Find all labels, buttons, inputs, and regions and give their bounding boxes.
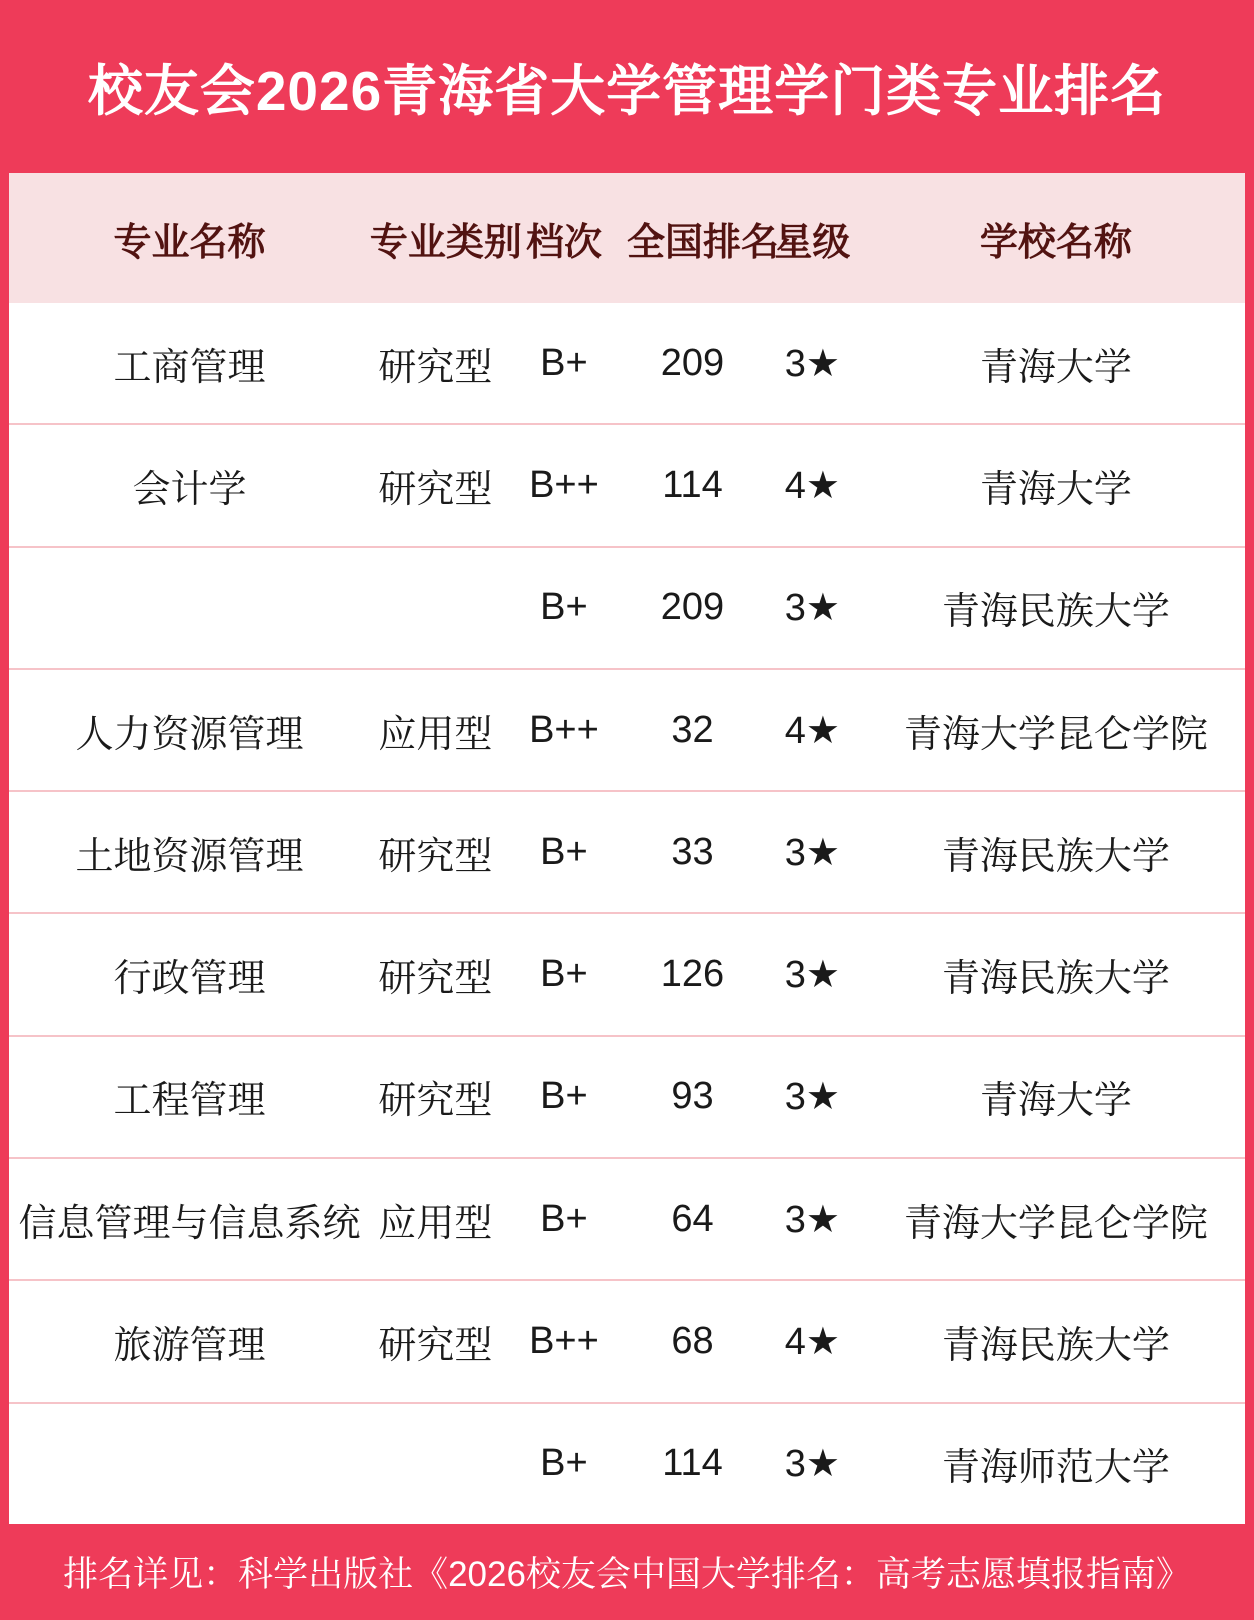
cell-major: 行政管理: [113, 958, 266, 1001]
table-row: [9, 1157, 1245, 1279]
cell-grade: B+: [540, 586, 588, 629]
cell-national-rank: 68: [671, 1320, 714, 1363]
cell-school: 青海大学: [979, 1080, 1132, 1123]
table-row: [9, 668, 1245, 790]
cell-grade: B+: [540, 1075, 588, 1118]
cell-star-level: 3★: [784, 831, 840, 874]
table-row: [9, 546, 1245, 668]
cell-national-rank: 209: [660, 341, 725, 384]
table-row: [9, 1035, 1245, 1157]
cell-national-rank: 33: [671, 830, 714, 873]
table-row: [9, 790, 1245, 912]
cell-star-level: 3★: [784, 1076, 840, 1119]
cell-national-rank: 93: [671, 1075, 714, 1118]
cell-grade: B+: [540, 830, 588, 873]
cell-grade: B+: [540, 1197, 588, 1240]
cell-school: 青海民族大学: [941, 1325, 1170, 1368]
cell-category: 应用型: [378, 1202, 493, 1245]
table-header-row: [9, 173, 1245, 303]
table-row: [9, 912, 1245, 1034]
cell-school: 青海民族大学: [941, 835, 1170, 878]
cell-category: 研究型: [378, 346, 493, 389]
cell-grade: B+: [540, 953, 588, 996]
cell-category: 研究型: [378, 1325, 493, 1368]
cell-star-level: 3★: [784, 954, 840, 997]
cell-major: 土地资源管理: [75, 835, 304, 878]
cell-school: 青海师范大学: [941, 1447, 1170, 1490]
footer-banner: [0, 1524, 1254, 1620]
cell-school: 青海民族大学: [941, 958, 1170, 1001]
table-row: [9, 1279, 1245, 1401]
table-row: [9, 303, 1245, 423]
cell-star-level: 3★: [784, 1198, 840, 1241]
page-title: 校友会2026青海省大学管理学门类专业排名: [87, 60, 1167, 122]
cell-category: 应用型: [378, 713, 493, 756]
title-banner: [0, 0, 1254, 173]
cell-national-rank: 114: [662, 463, 723, 506]
table-body: [9, 303, 1245, 1524]
cell-school: 青海大学: [979, 468, 1132, 511]
cell-major: 工商管理: [113, 346, 266, 389]
cell-school: 青海大学: [979, 346, 1132, 389]
cell-star-level: 4★: [784, 464, 840, 507]
cell-major: 旅游管理: [113, 1325, 266, 1368]
cell-national-rank: 64: [671, 1197, 714, 1240]
footer-note: 排名详见：科学出版社《2026校友会中国大学排名：高考志愿填报指南》: [63, 1555, 1191, 1594]
cell-grade: B+: [540, 1442, 588, 1485]
cell-category: 研究型: [378, 835, 493, 878]
column-header-star-level: 星级: [774, 221, 851, 264]
cell-school: 青海大学昆仑学院: [903, 713, 1208, 756]
cell-category: 研究型: [378, 1080, 493, 1123]
column-header-major: 专业名称: [113, 221, 266, 264]
cell-grade: B++: [529, 708, 599, 751]
cell-national-rank: 209: [660, 586, 725, 629]
cell-star-level: 3★: [784, 342, 840, 385]
cell-grade: B++: [529, 1320, 599, 1363]
cell-star-level: 3★: [784, 587, 840, 630]
cell-school: 青海大学昆仑学院: [903, 1202, 1208, 1245]
cell-national-rank: 32: [671, 708, 714, 751]
cell-category: 研究型: [378, 958, 493, 1001]
cell-star-level: 3★: [784, 1443, 840, 1486]
cell-grade: B+: [540, 341, 588, 384]
table-row: [9, 1402, 1245, 1524]
cell-school: 青海民族大学: [941, 591, 1170, 634]
ranking-table: [9, 173, 1245, 1524]
cell-major: 人力资源管理: [75, 713, 304, 756]
cell-national-rank: 126: [660, 953, 725, 996]
cell-grade: B++: [529, 463, 599, 506]
column-header-school: 学校名称: [979, 221, 1132, 264]
cell-star-level: 4★: [784, 709, 840, 752]
cell-star-level: 4★: [784, 1321, 840, 1364]
cell-major: 工程管理: [113, 1080, 266, 1123]
table-row: [9, 423, 1245, 545]
column-header-category: 专业类别: [369, 221, 522, 264]
cell-major: 信息管理与信息系统: [18, 1202, 361, 1245]
column-header-grade: 档次: [525, 221, 602, 264]
cell-national-rank: 114: [662, 1442, 723, 1485]
cell-major: 会计学: [132, 468, 247, 511]
column-header-national-rank: 全国排名: [626, 221, 779, 264]
cell-category: 研究型: [378, 468, 493, 511]
